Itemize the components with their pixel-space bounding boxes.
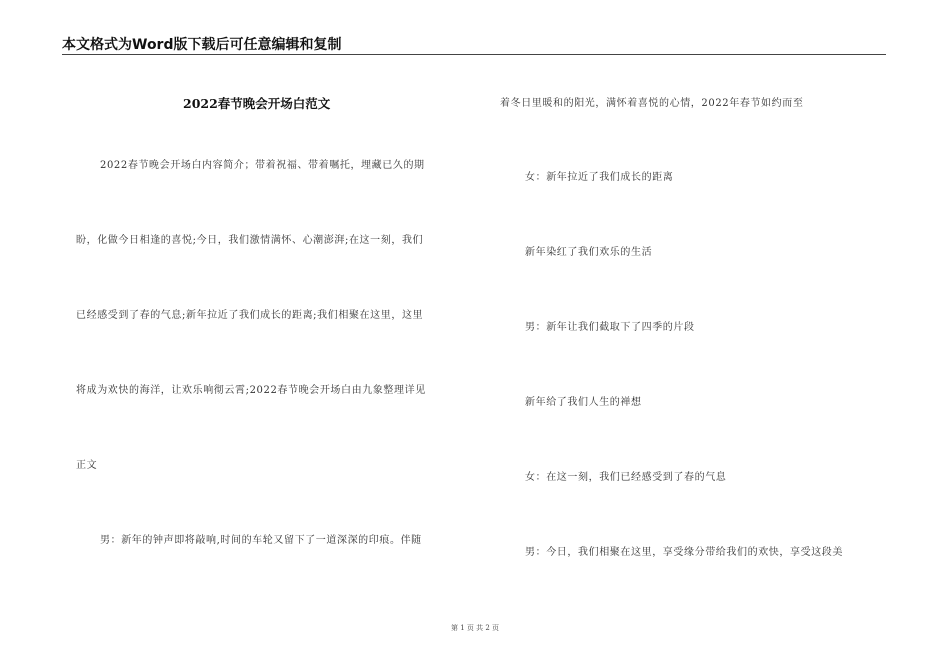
left-paragraph-line-3: 已经感受到了春的气息;新年拉近了我们成长的距离;我们相聚在这里，这里	[76, 310, 424, 321]
left-paragraph-line-6: 男：新年的钟声即将敲响,时间的车轮又留下了一道深深的印痕。伴随	[100, 535, 422, 546]
page-number-footer: 第 1 页 共 2 页	[450, 624, 500, 632]
left-paragraph-line-5: 正文	[76, 460, 98, 471]
document-title: 2022春节晚会开场白范文	[183, 96, 331, 111]
right-paragraph-line-5: 新年给了我们人生的禅想	[525, 397, 642, 408]
right-paragraph-line-3: 新年染红了我们欢乐的生活	[525, 247, 653, 258]
header-title: 本文格式为Word版下载后可任意编辑和复制	[62, 37, 342, 53]
right-paragraph-line-7: 男：今日，我们相聚在这里，享受缘分带给我们的欢快，享受这段美	[525, 547, 843, 558]
right-paragraph-line-4: 男：新年让我们截取下了四季的片段	[525, 322, 695, 333]
right-paragraph-line-6: 女：在这一刻，我们已经感受到了春的气息	[525, 472, 727, 483]
left-paragraph-line-1: 2022春节晚会开场白内容简介；带着祝福、带着嘱托，埋藏已久的期	[100, 160, 425, 171]
header-divider	[62, 54, 886, 55]
right-paragraph-line-1: 着冬日里暖和的阳光，满怀着喜悦的心情，2022年春节如约而至	[500, 98, 804, 109]
left-paragraph-line-2: 盼，化做今日相逢的喜悦;今日，我们激情满怀、心潮澎湃;在这一刻，我们	[76, 235, 424, 246]
right-paragraph-line-2: 女：新年拉近了我们成长的距离	[525, 172, 674, 183]
left-paragraph-line-4: 将成为欢快的海洋，让欢乐响彻云霄;2022春节晚会开场白由九象整理详见	[76, 385, 426, 396]
